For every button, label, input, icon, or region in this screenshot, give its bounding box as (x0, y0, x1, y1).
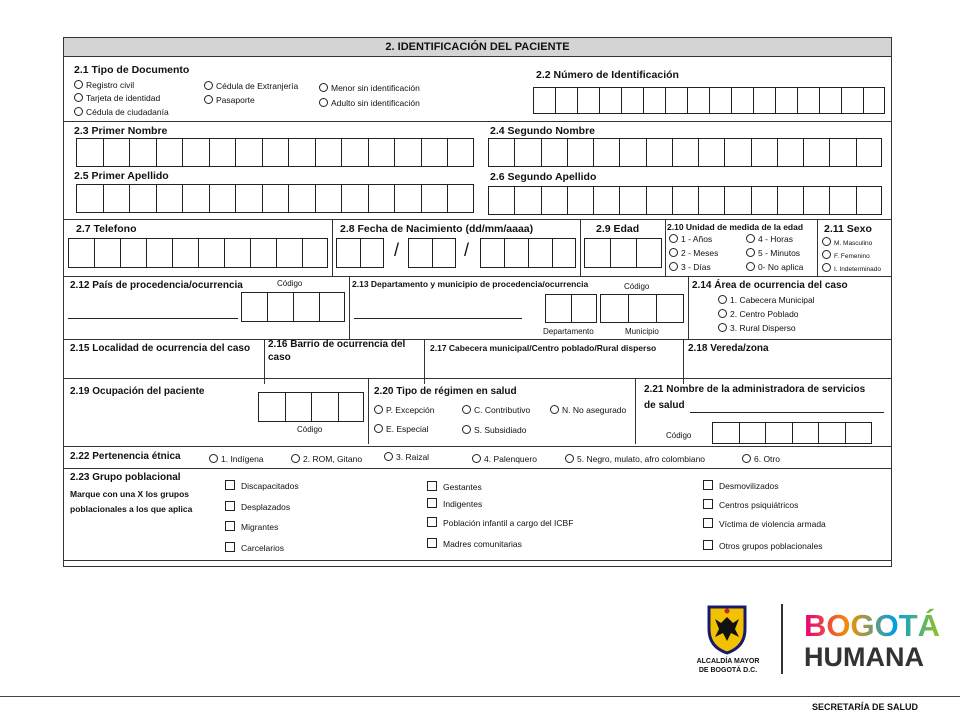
alcaldia-line-2: DE BOGOTÁ D.C. (698, 667, 758, 674)
radio-icon (718, 309, 727, 318)
radio-icon (669, 234, 678, 243)
ethnicity-option-otro[interactable]: 6. Otro (742, 454, 780, 464)
ethnicity-option-negro[interactable]: 5. Negro, mulato, afro colombiano (565, 454, 705, 464)
footer-label: SECRETARÍA DE SALUD (811, 702, 918, 712)
area-option-cabecera[interactable]: 1. Cabecera Municipal (718, 295, 815, 305)
radio-icon (718, 323, 727, 332)
radio-icon (565, 454, 574, 463)
radio-icon (291, 454, 300, 463)
regime-option-no-asegurado[interactable]: N. No asegurado (550, 405, 626, 415)
checkbox-icon (703, 540, 713, 550)
population-label: 2.23 Grupo poblacional (70, 472, 181, 483)
doc-option-adulto[interactable]: Adulto sin identificación (319, 98, 420, 108)
country-name-input[interactable] (68, 318, 238, 319)
regime-option-subsidiado[interactable]: S. Subsidiado (462, 425, 526, 435)
age-unit-dias[interactable]: 3 - Días (669, 262, 711, 272)
vereda-label: 2.18 Vereda/zona (688, 343, 769, 354)
age-unit-meses[interactable]: 2 - Meses (669, 248, 718, 258)
neighborhood-label-1: 2.16 Barrio de ocurrencia del (268, 339, 406, 350)
radio-icon (209, 454, 218, 463)
radio-icon (746, 262, 755, 271)
pop-indigentes[interactable]: Indigentes (427, 498, 482, 509)
checkbox-icon (225, 521, 235, 531)
humana-word: HUMANA (804, 642, 924, 672)
area-option-centro[interactable]: 2. Centro Poblado (718, 309, 799, 319)
patient-identification-form (63, 37, 892, 567)
radio-icon (472, 454, 481, 463)
second-surname-input[interactable] (488, 186, 882, 215)
doc-option-extranjeria[interactable]: Cédula de Extranjería (204, 81, 298, 91)
first-name-input[interactable] (76, 138, 474, 167)
pop-desplazados[interactable]: Desplazados (225, 501, 290, 512)
doc-option-tarjeta[interactable]: Tarjeta de identidad (74, 93, 160, 103)
area-label: 2.14 Área de ocurrencia del caso (692, 280, 848, 291)
checkbox-icon (225, 501, 235, 511)
eps-name-input[interactable] (690, 412, 884, 413)
regime-option-contributivo[interactable]: C. Contributivo (462, 405, 530, 415)
checkbox-icon (703, 518, 713, 528)
country-label: 2.12 País de procedencia/ocurrencia (70, 280, 243, 291)
logo-divider (781, 604, 783, 674)
country-code-label: Código (277, 279, 303, 288)
checkbox-icon (427, 538, 437, 548)
radio-icon (746, 248, 755, 257)
radio-icon (822, 250, 831, 259)
alcaldia-caption (690, 657, 766, 675)
doc-option-cedula[interactable]: Cédula de ciudadanía (74, 107, 169, 117)
ethnicity-option-palenquero[interactable]: 4. Palenquero (472, 454, 537, 464)
second-name-input[interactable] (488, 138, 882, 167)
sex-option-i[interactable]: I. Indeterminado (822, 263, 881, 273)
radio-icon (669, 248, 678, 257)
population-instruction-2: poblacionales a los que aplica (70, 504, 193, 514)
pop-carcelarios[interactable]: Carcelarios (225, 542, 284, 553)
pop-psiquiatricos[interactable]: Centros psiquiátricos (703, 499, 798, 510)
radio-icon (374, 405, 383, 414)
age-unit-anos[interactable]: 1 - Años (669, 234, 712, 244)
date-separator: / (464, 240, 470, 260)
age-unit-horas[interactable]: 4 - Horas (746, 234, 793, 244)
pop-discapacitados[interactable]: Discapacitados (225, 480, 299, 491)
checkbox-icon (225, 542, 235, 552)
pop-madres[interactable]: Madres comunitarias (427, 538, 522, 549)
age-unit-minutos[interactable]: 5 - Minutos (746, 248, 800, 258)
dept-code-input[interactable] (545, 294, 597, 323)
doc-type-label: 2.1 Tipo de Documento (74, 64, 190, 76)
second-name-label: 2.4 Segundo Nombre (490, 125, 596, 137)
date-separator: / (394, 240, 400, 260)
birth-day-input[interactable] (336, 238, 384, 268)
doc-option-registro-civil[interactable]: Registro civil (74, 80, 134, 90)
country-code-input[interactable] (241, 292, 345, 322)
checkbox-icon (703, 499, 713, 509)
eps-code-input[interactable] (712, 422, 872, 444)
neighborhood-label-2: caso (268, 352, 291, 363)
radio-icon (746, 234, 755, 243)
dept-muni-code-label: Código (624, 282, 650, 291)
pop-victima[interactable]: Víctima de violencia armada (703, 518, 826, 529)
sex-option-f[interactable]: F. Femenino (822, 250, 870, 260)
radio-icon (822, 237, 831, 246)
bogota-wordmark (804, 610, 940, 642)
radio-icon (319, 98, 328, 107)
occupation-label: 2.19 Ocupación del paciente (70, 386, 205, 397)
first-surname-input[interactable] (76, 184, 474, 213)
doc-option-pasaporte[interactable]: Pasaporte (204, 95, 255, 105)
sex-option-m[interactable]: M. Masculino (822, 237, 872, 247)
pop-otros[interactable]: Otros grupos poblacionales (703, 540, 822, 551)
footer-divider (0, 696, 960, 697)
radio-icon (718, 295, 727, 304)
radio-icon (74, 93, 83, 102)
id-number-label: 2.2 Número de Identificación (536, 69, 679, 81)
radio-icon (742, 454, 751, 463)
checkbox-icon (427, 517, 437, 527)
age-unit-label: 2.10 Unidad de medida de la edad (667, 222, 804, 232)
eps-label-2: de salud (644, 400, 685, 411)
radio-icon (374, 424, 383, 433)
ethnicity-option-indigena[interactable]: 1. Indígena (209, 454, 264, 464)
occupation-code-label: Código (297, 425, 323, 434)
locality-label: 2.15 Localidad de ocurrencia del caso (70, 343, 251, 354)
second-surname-label: 2.6 Segundo Apellido (490, 171, 597, 183)
radio-icon (204, 81, 213, 90)
pop-migrantes[interactable]: Migrantes (225, 521, 278, 532)
checkbox-icon (703, 480, 713, 490)
section-title: 2. IDENTIFICACIÓN DEL PACIENTE (64, 38, 891, 57)
population-instruction-1: Marque con una X los grupos (70, 489, 190, 499)
radio-icon (822, 263, 831, 272)
eps-code-label: Código (666, 431, 692, 440)
birthdate-label: 2.8 Fecha de Nacimiento (dd/mm/aaaa) (340, 223, 534, 235)
radio-icon (384, 452, 393, 461)
sex-label: 2.11 Sexo (824, 223, 872, 235)
phone-label: 2.7 Telefono (76, 223, 137, 235)
birth-year-input[interactable] (480, 238, 576, 268)
doc-option-menor[interactable]: Menor sin identificación (319, 83, 420, 93)
radio-icon (74, 107, 83, 116)
cabecera-label: 2.17 Cabecera municipal/Centro poblado/Rural disperso (430, 343, 657, 353)
ethnicity-label: 2.22 Pertenencia étnica (70, 451, 181, 462)
eps-label-1: 2.21 Nombre de la administradora de servicios (644, 384, 866, 395)
muni-code-input[interactable] (600, 294, 684, 323)
regime-option-excepcion[interactable]: P. Excepción (374, 405, 435, 415)
pop-gestantes[interactable]: Gestantes (427, 481, 482, 492)
alcaldia-line-1: ALCALDÍA MAYOR (696, 658, 760, 665)
first-name-label: 2.3 Primer Nombre (74, 125, 168, 137)
id-number-input[interactable] (533, 87, 885, 114)
radio-icon (550, 405, 559, 414)
dept-muni-label: 2.13 Departamento y municipio de procedencia/ocurrencia (352, 279, 589, 289)
age-label: 2.9 Edad (596, 223, 640, 235)
dept-caption: Departamento (543, 327, 594, 336)
pop-desmovilizados[interactable]: Desmovilizados (703, 480, 779, 491)
age-input[interactable] (584, 238, 662, 268)
checkbox-icon (225, 480, 235, 490)
occupation-code-input[interactable] (258, 392, 364, 422)
dept-muni-name-input[interactable] (354, 318, 522, 319)
radio-icon (462, 425, 471, 434)
regime-option-especial[interactable]: E. Especial (374, 424, 429, 434)
bogota-coat-of-arms-icon (703, 603, 751, 655)
age-unit-no-aplica[interactable]: 0- No aplica (746, 262, 803, 272)
radio-icon (319, 83, 328, 92)
phone-input[interactable] (68, 238, 328, 268)
ethnicity-option-raizal[interactable]: 3. Raizal (384, 452, 429, 462)
radio-icon (669, 262, 678, 271)
bogota-word: BOGOTÁ (804, 608, 941, 643)
ethnicity-option-rom[interactable]: 2. ROM, Gitano (291, 454, 362, 464)
first-surname-label: 2.5 Primer Apellido (74, 170, 169, 182)
radio-icon (462, 405, 471, 414)
checkbox-icon (427, 498, 437, 508)
muni-caption: Municipio (625, 327, 659, 336)
area-option-rural[interactable]: 3. Rural Disperso (718, 323, 796, 333)
checkbox-icon (427, 481, 437, 491)
radio-icon (74, 80, 83, 89)
birth-month-input[interactable] (408, 238, 456, 268)
regime-label: 2.20 Tipo de régimen en salud (374, 386, 517, 397)
pop-icbf[interactable]: Población infantil a cargo del ICBF (427, 517, 573, 528)
radio-icon (204, 95, 213, 104)
